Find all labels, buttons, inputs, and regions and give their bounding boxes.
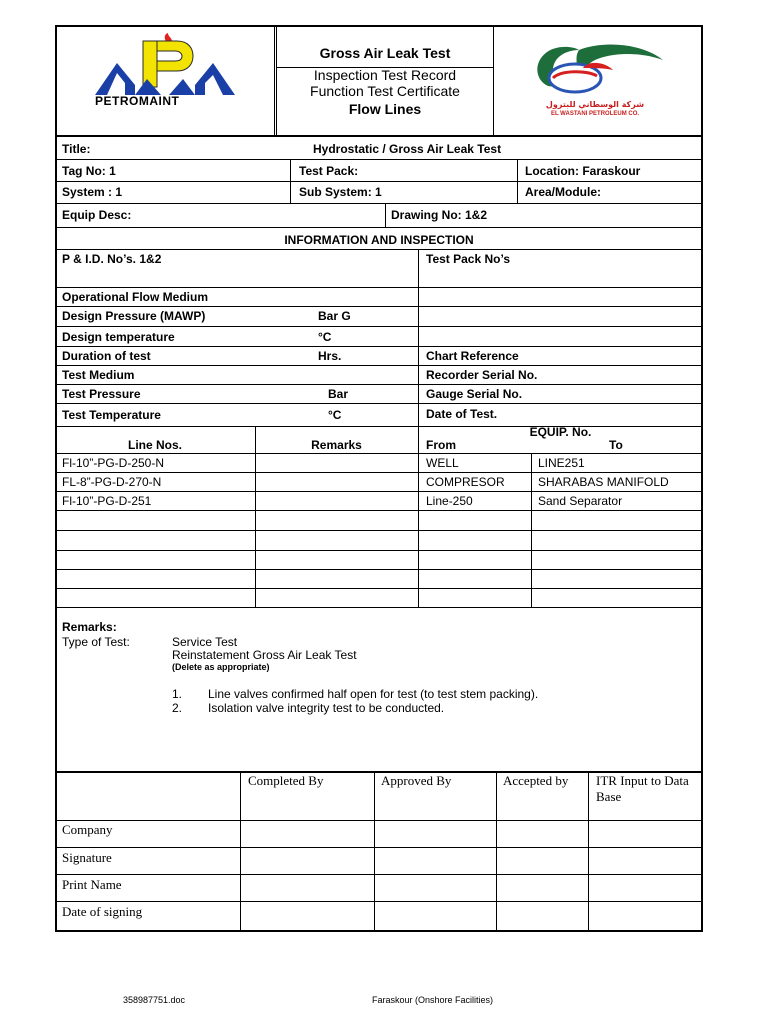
col-header-to: To xyxy=(609,438,623,452)
line-no: FL-8”-PG-D-270-N xyxy=(62,475,162,489)
drawing-no: Drawing No: 1&2 xyxy=(391,208,488,222)
col-header-equip: EQUIP. No. xyxy=(529,425,592,439)
inspection-label: Duration of test xyxy=(62,349,151,363)
row-rule xyxy=(55,365,703,366)
row-rule xyxy=(55,203,703,204)
type-of-test-option: Service Test xyxy=(172,635,238,649)
row-rule xyxy=(55,326,703,327)
row-rule xyxy=(55,820,703,821)
system: System : 1 xyxy=(62,185,123,199)
petromaint-logo xyxy=(85,33,250,113)
inspection-label: Operational Flow Medium xyxy=(62,290,209,304)
form-title: Gross Air Leak Test xyxy=(319,45,451,61)
inspection-unit: Hrs. xyxy=(318,349,342,363)
area-module: Area/Module: xyxy=(525,185,602,199)
inspection-right: Date of Test. xyxy=(426,407,498,421)
signoff-row-label: Print Name xyxy=(62,877,122,892)
pid-numbers: P & I.D. No’s. 1&2 xyxy=(62,252,162,266)
footer-site: Faraskour (Onshore Facilities) xyxy=(372,995,494,1005)
form-subtitle-2: Function Test Certificate xyxy=(310,83,460,99)
location: Location: Faraskour xyxy=(525,164,641,178)
signoff-row-label: Date of signing xyxy=(62,904,143,919)
inspection-unit: °C xyxy=(328,408,342,422)
footer-doc-no: 358987751.doc xyxy=(123,995,186,1005)
equip-from: COMPRESOR xyxy=(426,475,505,489)
remark-item-num: 1. xyxy=(172,687,183,701)
signoff-row-label: Company xyxy=(62,822,113,837)
line-no: Fl-10”-PG-D-250-N xyxy=(62,456,165,470)
row-rule xyxy=(55,287,703,288)
tag-no: Tag No: 1 xyxy=(62,164,116,178)
row-rule xyxy=(55,491,703,492)
row-rule xyxy=(55,346,703,347)
row-rule xyxy=(55,181,703,182)
col-header-remarks: Remarks xyxy=(311,438,362,452)
title-label: Title: xyxy=(62,142,91,156)
row-rule xyxy=(55,227,703,228)
remark-item-text: Line valves confirmed half open for test (to test stem packing). xyxy=(208,687,539,701)
sub-system: Sub System: 1 xyxy=(299,185,382,199)
inspection-unit: Bar xyxy=(328,387,349,401)
remark-item-text: Isolation valve integrity test to be conducted. xyxy=(208,701,445,715)
logo-english-text: EL WASTANI PETROLEUM CO. xyxy=(550,111,640,117)
inspection-label: Test Medium xyxy=(62,368,135,382)
section-title: INFORMATION AND INSPECTION xyxy=(284,233,474,247)
row-rule xyxy=(55,588,703,589)
inspection-unit: Bar G xyxy=(318,309,351,323)
row-rule xyxy=(55,403,703,404)
equip-from: WELL xyxy=(426,456,459,470)
header-bottom-rule xyxy=(55,135,703,137)
remark-item-num: 2. xyxy=(172,701,183,715)
inspection-right: Gauge Serial No. xyxy=(426,387,523,401)
equip-desc: Equip Desc: xyxy=(62,208,132,222)
line-no: Fl-10”-PG-D-251 xyxy=(62,494,152,508)
row-rule xyxy=(55,249,703,250)
row-rule xyxy=(55,159,703,160)
logo-arabic-text: شركة الوسطاني للبترول xyxy=(545,100,645,109)
row-rule xyxy=(55,874,703,875)
type-of-test-label: Type of Test: xyxy=(62,635,130,649)
signoff-col-header: ITR Input to Data Base xyxy=(596,773,689,804)
header-divider xyxy=(493,25,494,137)
inspection-unit: °C xyxy=(318,330,332,344)
row-rule xyxy=(55,550,703,551)
row-rule xyxy=(55,384,703,385)
equip-to: Sand Separator xyxy=(538,494,623,508)
inspection-label: Test Pressure xyxy=(62,387,141,401)
col-header-line-nos: Line Nos. xyxy=(127,438,182,452)
row-rule xyxy=(55,901,703,902)
col-rule xyxy=(517,159,518,203)
test-pack-nos: Test Pack No’s xyxy=(426,252,511,266)
row-rule xyxy=(55,530,703,531)
row-rule xyxy=(55,847,703,848)
wastani-logo xyxy=(513,40,683,125)
inspection-label: Test Temperature xyxy=(62,408,161,422)
col-rule xyxy=(374,771,375,932)
signoff-row-label: Signature xyxy=(62,850,112,865)
remarks-heading: Remarks: xyxy=(62,620,117,634)
signoff-col-header: Completed By xyxy=(248,773,324,788)
delete-note: (Delete as appropriate) xyxy=(172,662,270,672)
col-rule xyxy=(240,771,241,932)
row-rule xyxy=(55,569,703,570)
signoff-col-header: Accepted by xyxy=(503,773,569,788)
signoff-col-header: Approved By xyxy=(381,773,452,788)
inspection-label: Design temperature xyxy=(62,330,175,344)
row-rule xyxy=(55,510,703,511)
col-header-from: From xyxy=(426,438,456,452)
col-rule xyxy=(418,249,419,426)
form-subtitle-1: Inspection Test Record xyxy=(313,67,457,83)
col-rule xyxy=(290,159,291,203)
row-rule xyxy=(55,306,703,307)
inspection-right: Recorder Serial No. xyxy=(426,368,538,382)
type-of-test-option: Reinstatement Gross Air Leak Test xyxy=(172,648,357,662)
row-rule xyxy=(55,453,703,454)
col-rule xyxy=(588,771,589,932)
row-rule xyxy=(55,607,703,608)
logo-wordmark: PETROMAINT xyxy=(95,94,180,108)
row-rule xyxy=(55,472,703,473)
test-pack: Test Pack: xyxy=(299,164,359,178)
title-value: Hydrostatic / Gross Air Leak Test xyxy=(313,142,502,156)
col-rule xyxy=(496,771,497,932)
equip-to: SHARABAS MANIFOLD xyxy=(538,475,669,489)
equip-to: LINE251 xyxy=(538,456,585,470)
form-subtitle-3: Flow Lines xyxy=(348,101,422,117)
col-rule xyxy=(385,203,386,227)
inspection-label: Design Pressure (MAWP) xyxy=(62,309,206,323)
equip-from: Line-250 xyxy=(426,494,473,508)
header-divider xyxy=(274,25,275,137)
inspection-right: Chart Reference xyxy=(426,349,519,363)
